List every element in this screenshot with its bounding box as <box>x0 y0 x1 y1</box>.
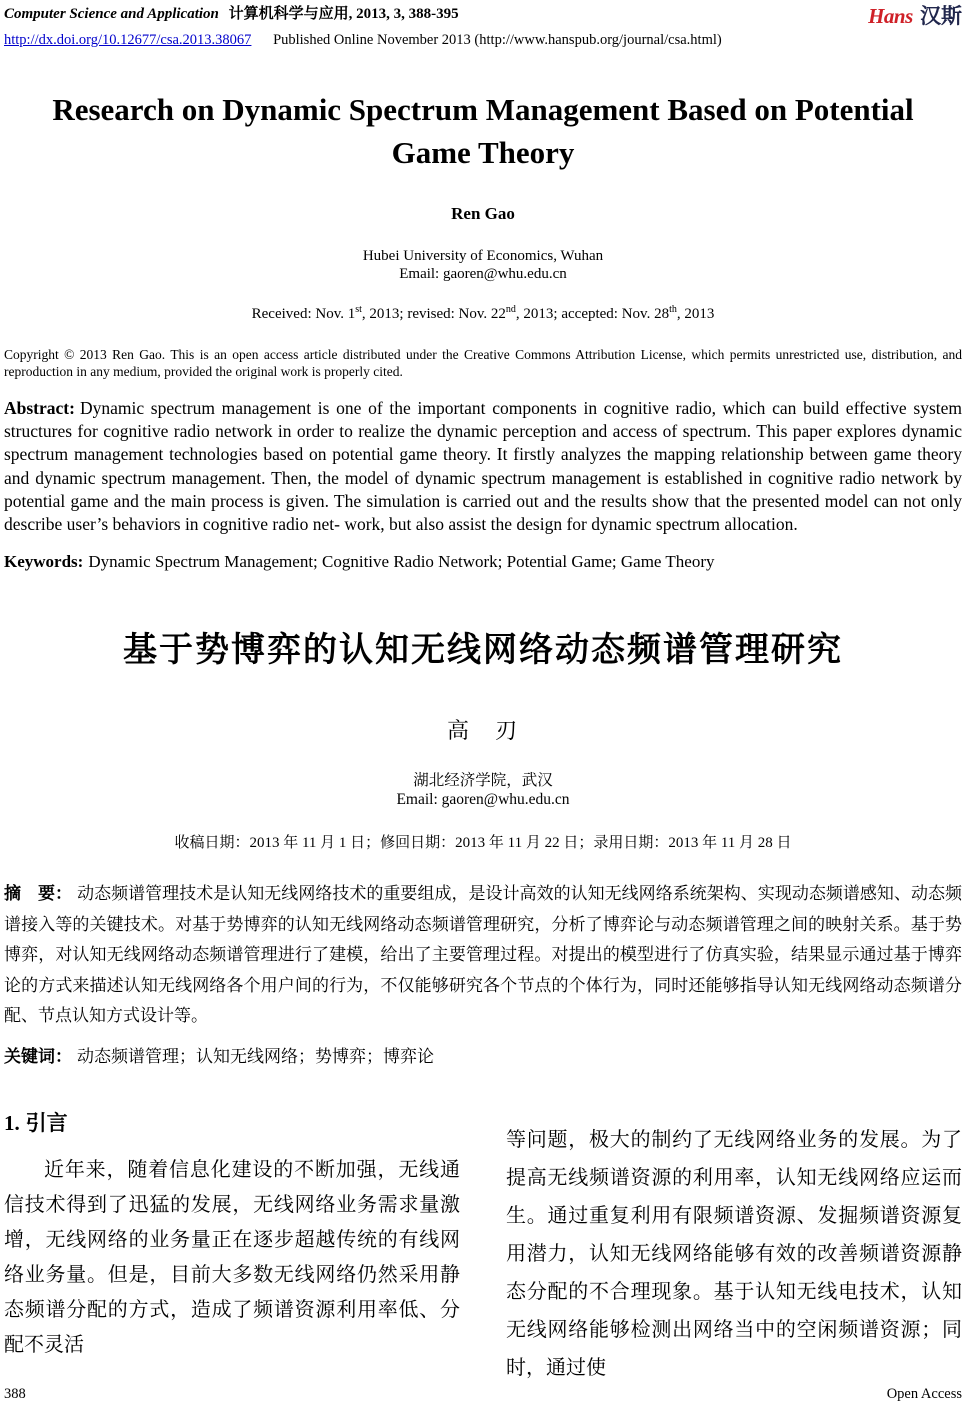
keywords-text-en: Dynamic Spectrum Management; Cognitive Radio Network; Potential Game; Game Theory <box>88 552 715 572</box>
author-email-cn: Email: gaoren@whu.edu.cn <box>396 791 570 809</box>
intro-paragraph-right: 等问题，极大的制约了无线网络业务的发展。为了提高无线频谱资源的利用率，认知无线网络应运而生。通过重复利用有限频谱资源、发掘频谱资源复用潜力，认知无线网络能够有效的改善频谱资源静态分配的不合理现象。基于认知无线电技术，认知无线网络能够检测出网络当中的空闲频谱资源；同时，通过使 <box>506 1128 962 1379</box>
author-name-en: Ren Gao <box>451 204 515 223</box>
affiliation-block-cn <box>0 771 966 809</box>
doi-link[interactable]: http://dx.doi.org/10.12677/csa.2013.38067 <box>4 32 252 48</box>
accepted-text: , 2013; accepted: Nov. 28 <box>515 306 670 322</box>
published-online-info: Published Online November 2013 (http://www.hanspub.org/journal/csa.html) <box>273 32 722 48</box>
section-title: 引言 <box>25 1111 68 1135</box>
left-column <box>4 1107 460 1387</box>
page-number: 388 <box>4 1386 26 1402</box>
open-access-label: Open Access <box>886 1386 962 1402</box>
abstract-text-en: Dynamic spectrum management is one of the important components in cognitive radio, which can build effective system structures for cognitive radio network in order to realize the dynamic perception and access of spectrum. This paper explores dynamic spectrum management technologies based on potential game theory. It firstly analyzes the mapping relationship between game theory and dynamic spectrum management. Then, the model of dynamic spectrum management is established in cognitive radio network by potential game and the main process is given. The simulation is carried out and the results show that the presented model can not only describe user’s behaviors in cognitive radio net- work, but also assist the design for dynamic spectrum allocation. <box>4 398 962 535</box>
revised-text: , 2013; revised: Nov. 22 <box>361 306 506 322</box>
affiliation-cn: 湖北经济学院，武汉 <box>413 772 553 790</box>
article-title-en: Research on Dynamic Spectrum Management Based on Potential Game Theory <box>52 92 914 170</box>
affiliation-en: Hubei University of Economics, Wuhan <box>362 248 604 264</box>
copyright-notice: Copyright © 2013 Ren Gao. This is an open access article distributed under the Creative Commons Attribution License, which permits unrestricted use, distribution, and reproduction in any medium, provided the original work is properly cited. <box>4 347 962 379</box>
keywords-label-cn: 关键词： <box>4 1046 72 1066</box>
journal-name-en: Computer Science and Application <box>4 6 219 22</box>
section-number: 1. <box>4 1110 20 1135</box>
ordinal-superscript: th <box>669 304 677 315</box>
affiliation-block-en <box>0 247 966 283</box>
abstract-label-cn: 摘 要： <box>4 884 73 904</box>
logo-latin-text: Hans <box>868 4 913 28</box>
intro-paragraph-left: 近年来，随着信息化建设的不断加强，无线通信技术得到了迅猛的发展，无线网络业务需求量激增，无线网络的业务量正在逐步超越传统的有线网络业务量。但是，目前大多数无线网络仍然采用静态频谱分配的方式，造成了频谱资源利用率低、分配不灵活 <box>4 1158 460 1356</box>
section-1-heading <box>4 1107 460 1137</box>
keywords-cn <box>4 1042 962 1067</box>
ordinal-superscript: st <box>355 304 362 315</box>
logo-cn-text: 汉斯 <box>920 5 962 28</box>
article-title-cn: 基于势博弈的认知无线网络动态频谱管理研究 <box>123 631 843 670</box>
body-columns <box>4 1107 962 1387</box>
hans-publisher-logo <box>868 5 962 28</box>
abstract-cn <box>4 879 962 1032</box>
keywords-label-en: Keywords: <box>4 552 84 572</box>
author-name-cn: 高 刃 <box>446 718 519 744</box>
keywords-text-cn: 动态频谱管理；认知无线网络；势博弈；博弈论 <box>77 1046 434 1066</box>
author-email-en: Email: gaoren@whu.edu.cn <box>399 266 567 282</box>
received-text: Received: Nov. 1 <box>251 306 356 322</box>
received-dates-cn: 收稿日期：2013 年 11 月 1 日；修回日期：2013 年 11 月 22 日；录用日期：2013 年 11 月 28 日 <box>174 835 792 852</box>
ordinal-superscript: nd <box>505 304 516 315</box>
right-column <box>506 1107 962 1387</box>
received-dates-en <box>0 304 966 323</box>
journal-issue-cn: 计算机科学与应用, 2013, 3, 388-395 <box>228 6 459 22</box>
abstract-text-cn: 动态频谱管理技术是认知无线网络技术的重要组成，是设计高效的认知无线网络系统架构、实现动态频谱感知、动态频谱接入等的关键技术。对基于势博弈的认知无线网络动态频谱管理研究，分析了博弈论与动态频谱管理之间的映射关系。基于势博弈，对认知无线网络动态频谱管理进行了建模，给出了主要管理过程。对提出的模型进行了仿真实验，结果显示通过基于博弈论的方式来描述认知无线网络各个用户间的行为，不仅能够研究各个节点的个体行为，同时还能够指导认知无线网络动态频谱分配、节点认知方式设计等。 <box>4 884 963 1026</box>
abstract-en <box>4 397 962 536</box>
journal-line <box>4 5 459 24</box>
page-footer <box>4 1386 962 1403</box>
page-header <box>0 0 966 50</box>
abstract-label-en: Abstract: <box>4 398 75 418</box>
year-text: , 2013 <box>676 306 715 322</box>
keywords-en <box>4 551 962 573</box>
